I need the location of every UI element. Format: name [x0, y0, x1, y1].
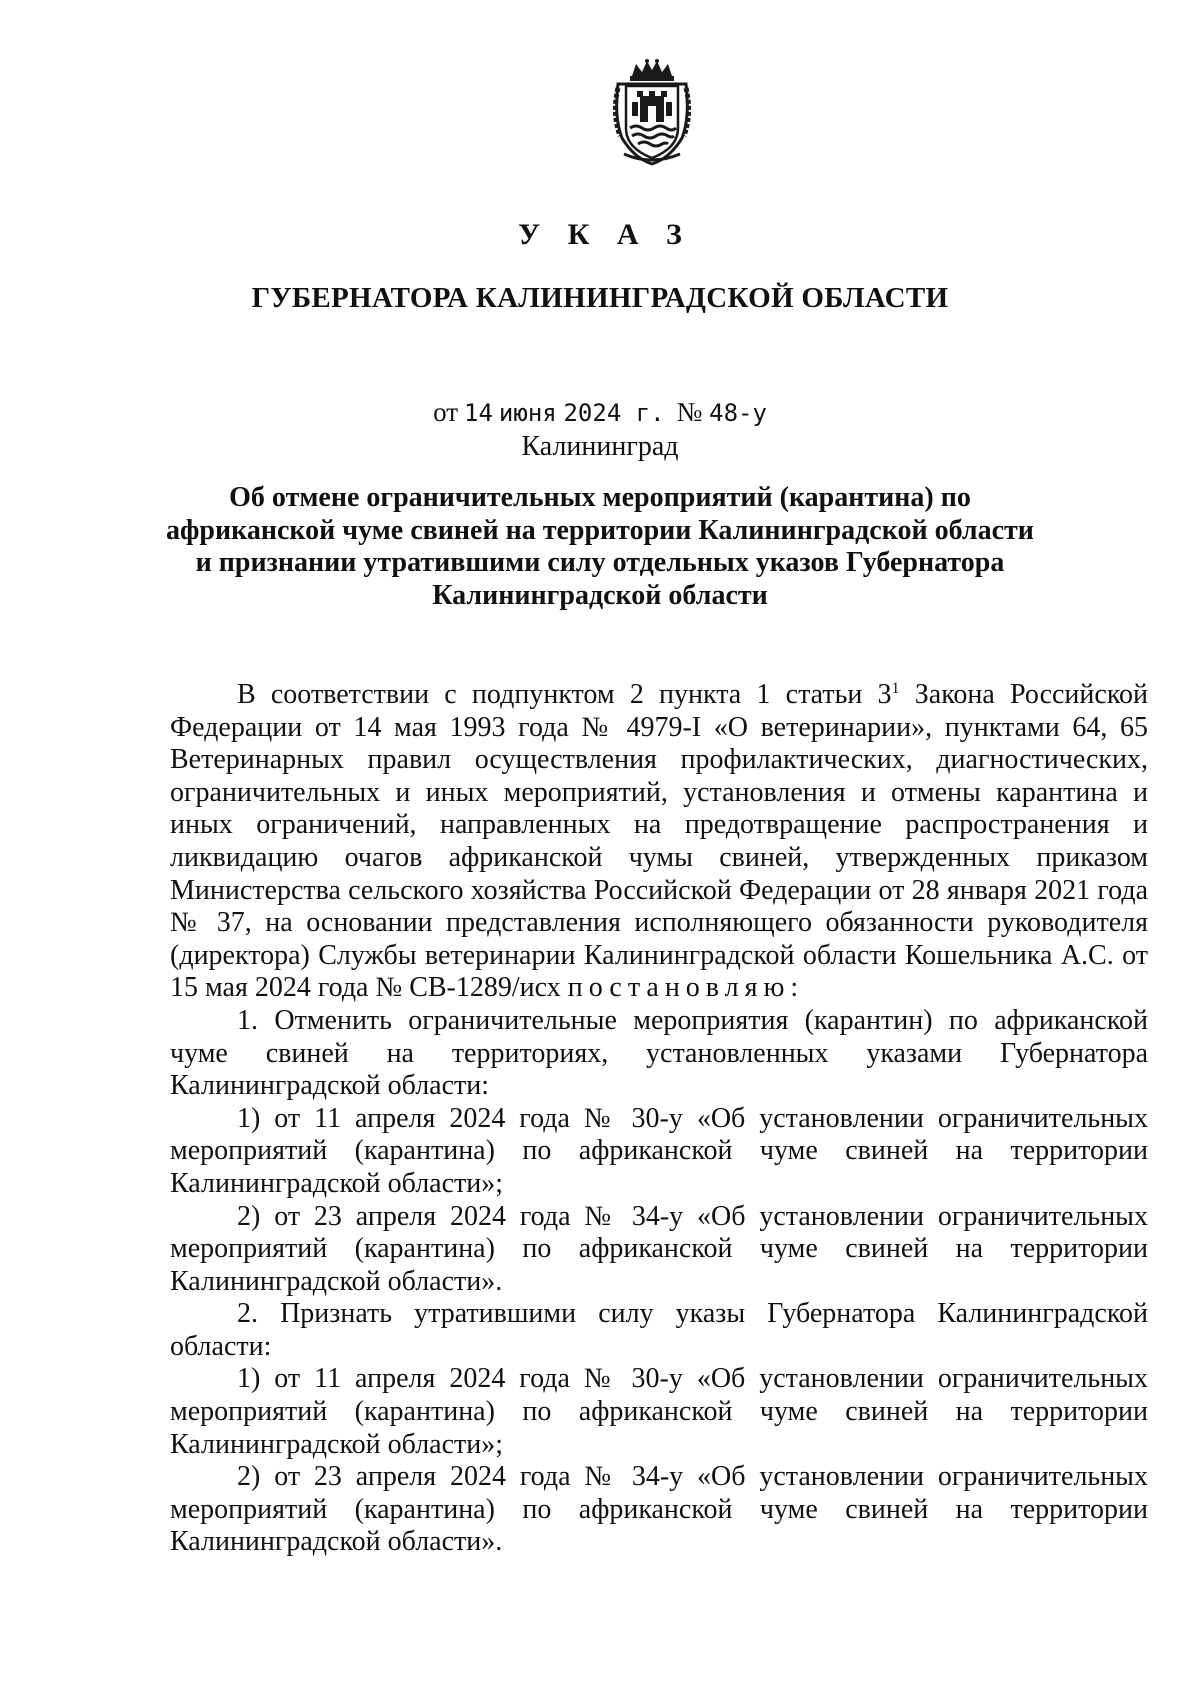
list-item: 1) от 11 апреля 2024 года № 30-у «Об установлении ограничительных мероприятий (карантина) по африканской чуме свиней на территории Калининградской области»; [170, 1102, 1148, 1199]
number-sign: № [676, 397, 703, 427]
city: Калининград [521, 431, 679, 462]
preamble-superscript: 1 [891, 680, 900, 697]
date-number-line [0, 397, 1200, 428]
preamble-text-1: В соответствии с подпунктом 2 пункта 1 статьи 3 [237, 679, 892, 710]
date-prefix: от [433, 397, 459, 427]
list-item: 1. Отменить ограничительные мероприятия (карантин) по африканской чуме свиней на территориях, установленных указами Губернатора Калининградской области: [170, 1004, 1148, 1102]
list-item: 2) от 23 апреля 2024 года № 34-у «Об установлении ограничительных мероприятий (карантина) по африканской чуме свиней на территории Калининградской области». [170, 1200, 1148, 1297]
document-subject: Об отмене ограничительных мероприятий (карантина) по африканской чуме свиней на территории Калининградской области и признании утратившими силу отдельных указов Губернатора Калининградской области [166, 482, 1034, 611]
document-title: У К А З [518, 218, 692, 251]
list-item: 2) от 23 апреля 2024 года № 34-у «Об установлении ограничительных мероприятий (карантина) по африканской чуме свиней на территории Калининградской области». [170, 1461, 1148, 1558]
kaliningrad-coat-of-arms-icon [610, 58, 694, 166]
preamble-paragraph [170, 679, 1148, 1005]
document-body [170, 679, 1148, 1559]
decree-word: постановляю: [567, 972, 805, 1004]
preamble-text-2: Закона Российской Федерации от 14 мая 1993 года № 4979-I «О ветеринарии», пунктами 64, 65 Ветеринарных правил осуществления профилактических, диагностических, ограничительных и иных мероприятий, установления и отмены карантина и иных ограничений, направленных на предотвращение распространения и ликвидацию очагов африканской чумы свиней, утвержденных приказом Министерства сельского хозяйства Российской Федерации от 28 января 2021 года № 37, на основании представления исполняющего обязанности руководителя (директора) Службы ветеринарии Калининградской области Кошельника А.С. от 15 мая 2024 года № СВ-1289/исх [170, 679, 1148, 1004]
date-year: 2024 г. [563, 399, 665, 427]
list-item: 2. Признать утратившими силу указы Губернатора Калининградской области: [170, 1298, 1148, 1362]
date-month: июня [498, 399, 557, 427]
document-number: 48-у [709, 399, 767, 427]
document-issuer: ГУБЕРНАТОРА КАЛИНИНГРАДСКОЙ ОБЛАСТИ [251, 282, 949, 314]
list-item: 1) от 11 апреля 2024 года № 30-у «Об установлении ограничительных мероприятий (карантина) по африканской чуме свиней на территории Калининградской области»; [170, 1363, 1148, 1460]
date-day: 14 [464, 399, 493, 427]
